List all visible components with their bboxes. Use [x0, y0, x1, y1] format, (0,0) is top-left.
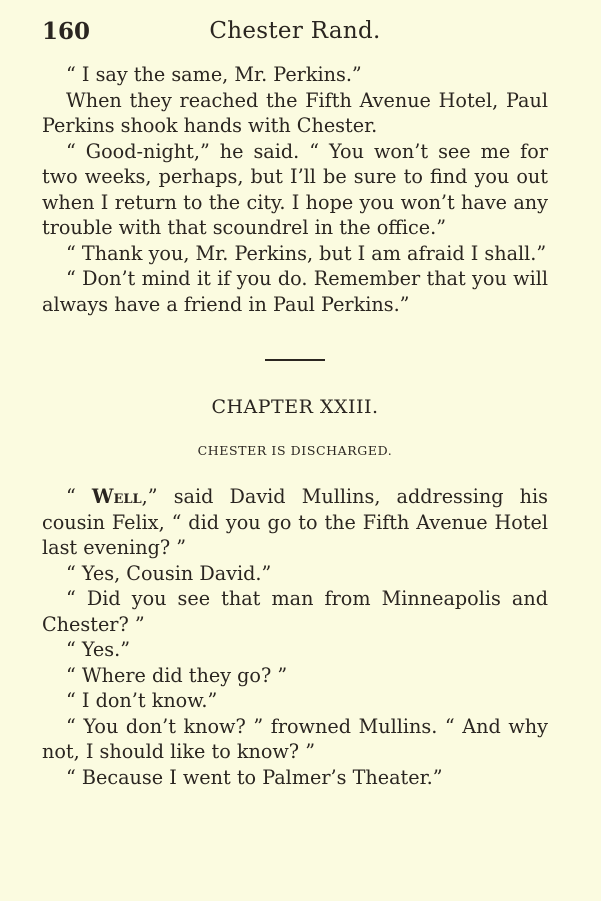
- paragraph: When they reached the Fifth Avenue Hotel, Paul Perkins shook hands with Chester.: [42, 88, 548, 137]
- opening-word: Well: [91, 485, 142, 508]
- paragraph: “ Did you see that man from Minneapolis and Chester? ”: [42, 587, 548, 636]
- book-page: [42, 14, 548, 790]
- paragraph: “ Thank you, Mr. Perkins, but I am afraid I shall.”: [66, 241, 547, 265]
- chapter-title: CHAPTER XXIII.: [211, 396, 379, 418]
- paragraph: “ Where did they go? ”: [66, 663, 288, 687]
- paragraph: “ Because I went to Palmer’s Theater.”: [66, 765, 443, 789]
- running-head: Chester Rand.: [209, 18, 381, 44]
- paragraph: “ I say the same, Mr. Perkins.”: [66, 63, 362, 86]
- opening-rest: ,” said David Mullins, addressing his cousin Felix, “ did you go to the Fifth Avenue Hotel last evening? ”: [42, 485, 548, 559]
- chapter-subtitle: CHESTER IS DISCHARGED.: [197, 443, 393, 458]
- text-block-chapter: [42, 484, 548, 790]
- paragraph: “ Yes.”: [66, 638, 131, 661]
- section-divider: [265, 359, 325, 361]
- paragraph: “ Good-night,” he said. “ You won’t see me for two weeks, perhaps, but I’ll be sure to find you out when I return to the city. I hope you won’t have any trouble with that scoundrel in the office.”: [42, 139, 548, 239]
- opening-quote: “: [66, 485, 92, 508]
- text-block-before-chapter: [42, 62, 548, 317]
- page-header: [42, 14, 548, 48]
- paragraph: “ You don’t know? ” frowned Mullins. “ And why not, I should like to know? ”: [42, 714, 548, 763]
- paragraph: “ I don’t know.”: [66, 689, 218, 712]
- paragraph: “ Yes, Cousin David.”: [66, 561, 272, 585]
- opening-paragraph: [42, 484, 548, 561]
- page-number: 160: [42, 18, 91, 45]
- paragraph: “ Don’t mind it if you do. Remember that you will always have a friend in Paul Perkins.”: [42, 267, 548, 316]
